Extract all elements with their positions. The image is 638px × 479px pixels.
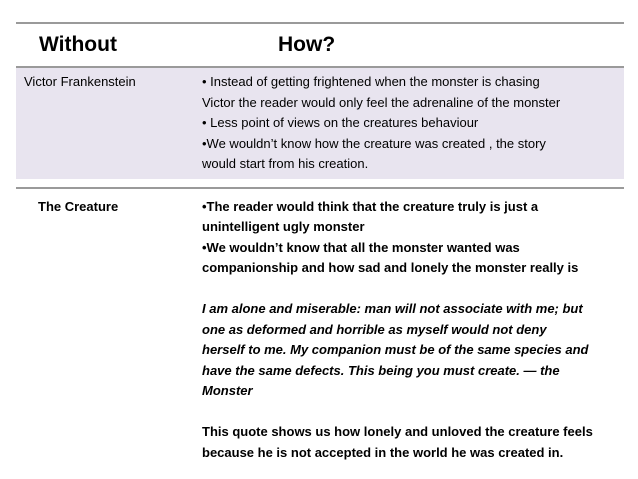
quote-line: Monster (202, 383, 253, 398)
point-line: •The reader would think that the creature truly is just a (202, 198, 539, 214)
detail-line: would start from his creation. (202, 156, 369, 171)
quote-line: have the same defects. This being you must create. — the (202, 362, 560, 378)
quote-line: one as deformed and horrible as myself would not deny (202, 321, 547, 337)
table-header (16, 24, 624, 66)
row-subject-creature: The Creature (38, 198, 119, 214)
detail-line: •We wouldn’t know how the creature was created , the story (202, 135, 546, 151)
detail-line: • Instead of getting frightened when the monster is chasing (202, 74, 540, 89)
row-detail-creature (196, 197, 624, 464)
table-row-victor (16, 68, 624, 179)
comparison-table (16, 22, 624, 463)
row-gap (16, 179, 624, 187)
row-detail-victor (196, 72, 624, 175)
paragraph-gap (202, 279, 624, 300)
point-line: companionship and how sad and lonely the monster really is (202, 260, 579, 275)
paragraph-gap (202, 402, 624, 423)
point-line: unintelligent ugly monster (202, 219, 365, 234)
row-subject-victor: Victor Frankenstein (24, 74, 136, 89)
header-without: Without (39, 33, 117, 56)
detail-line: • Less point of views on the creatures behaviour (202, 115, 479, 130)
header-how: How? (278, 33, 336, 56)
conclusion-line: This quote shows us how lonely and unloved the creature feels (202, 424, 593, 439)
quote-line: herself to me. My companion must be of the same species and (202, 342, 589, 357)
table-row-creature (16, 189, 624, 464)
conclusion-line: because he is not accepted in the world he was created in. (202, 444, 564, 460)
point-line: •We wouldn’t know that all the monster wanted was (202, 239, 520, 255)
detail-line: Victor the reader would only feel the adrenaline of the monster (202, 94, 561, 110)
quote-line: I am alone and miserable: man will not associate with me; but (202, 301, 583, 316)
